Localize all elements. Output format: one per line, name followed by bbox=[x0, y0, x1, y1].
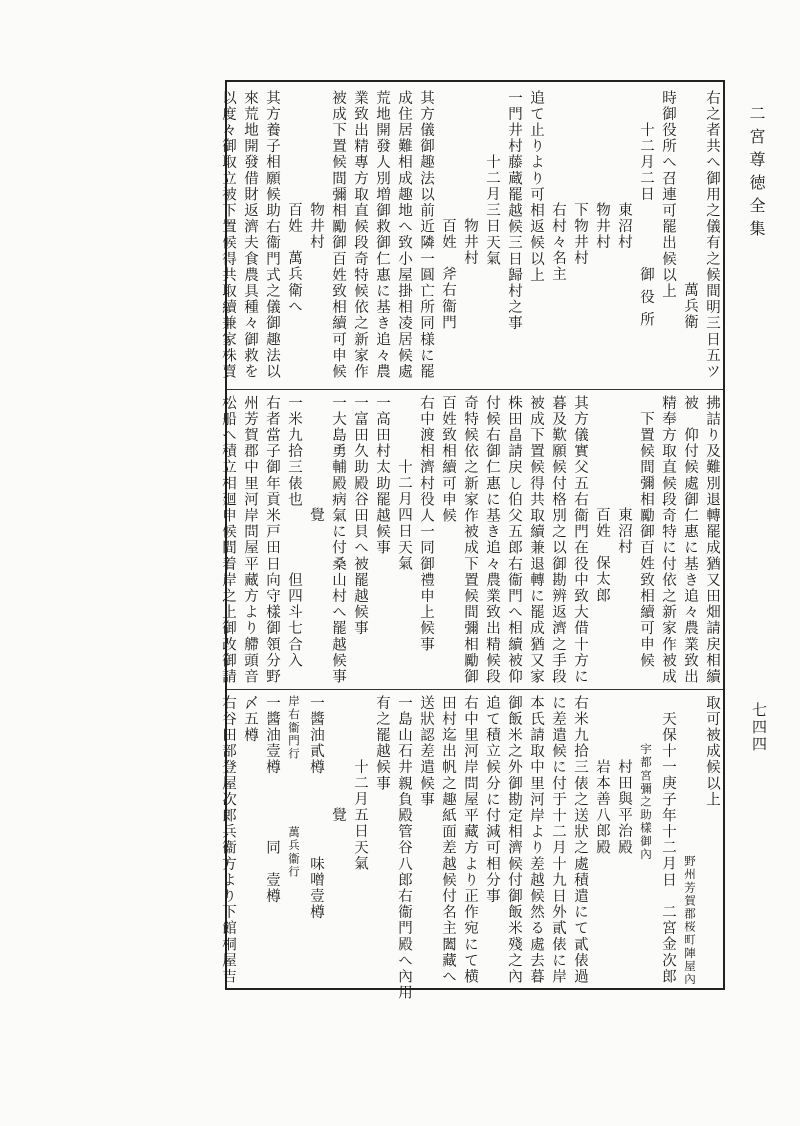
text-column: 百姓致相續可申候 bbox=[440, 395, 456, 524]
text-column: 一醬油貳樽 味噌壹樽 bbox=[308, 695, 324, 921]
text-section-3 bbox=[220, 695, 723, 1001]
text-column: 岩本善八郎殿 bbox=[594, 759, 610, 856]
text-column: 十二月五日天氣 bbox=[352, 759, 368, 872]
text-column: 萬兵衛 bbox=[682, 282, 698, 331]
text-column: 天保十一庚子年十二月日 二宮金次郎 bbox=[660, 711, 676, 985]
text-column: 東沼村 bbox=[616, 202, 632, 251]
text-column: 業致出精專方取直候段奇特候依之新家作 bbox=[352, 90, 368, 380]
text-column: 送狀認差遣候事 bbox=[418, 695, 434, 808]
text-column: 來荒地開發借財返濟夫食農具種々御救を bbox=[242, 90, 258, 380]
text-column: 野州芳賀郡桜町陣屋內 bbox=[683, 855, 697, 986]
text-column: 田村迄出帆之趣紙面差越候付名主闔藏へ bbox=[440, 695, 456, 985]
text-column: 取可被成候以上 bbox=[704, 695, 720, 808]
text-column: 其方養子相願候助右衞門式之儀御趣法以 bbox=[264, 90, 280, 380]
text-column: 右村々名主 bbox=[550, 202, 566, 283]
text-column: 其方儀御趣法以前近隣一圓亡所同様に罷 bbox=[418, 90, 434, 380]
text-column: 拂詰り及難別退轉罷成猶又田畑請戻相續 bbox=[704, 395, 720, 685]
text-column: 一高田村太助罷越候事 bbox=[374, 395, 390, 556]
text-column: 物井村 bbox=[308, 202, 324, 251]
text-column: 右之者共へ御用之儀有之候間明三日五ツ bbox=[704, 90, 720, 380]
book-title: 二宮尊徳全集 bbox=[747, 105, 766, 243]
text-column: 物井村 bbox=[594, 202, 610, 251]
text-column: 被 仰付候處御仁惠に基き追々農業致出 bbox=[682, 395, 698, 685]
text-column: 追て積立候分に付減可相分事 bbox=[484, 695, 500, 905]
text-column: 右米九拾三俵之送狀之處積遣にて貳俵過 bbox=[572, 695, 588, 985]
text-column: 〆五樽 bbox=[242, 695, 258, 744]
text-column: 追て止りより可相返候以上 bbox=[528, 90, 544, 284]
text-section-2 bbox=[220, 395, 723, 685]
text-column: 宇都宮彌之助樣御內 bbox=[639, 743, 653, 861]
text-column: 御飯米之外御勘定相濟候付御飯米殘之內 bbox=[506, 695, 522, 985]
text-column: 一醬油壹樽 同 壹樽 bbox=[264, 695, 280, 905]
text-column: 成住居難相成趣地へ致小屋掛相凌居候處 bbox=[396, 90, 412, 380]
text-section-1 bbox=[220, 90, 723, 380]
text-column: 付候右御仁惠に基き追々農業致出精候段 bbox=[484, 395, 500, 685]
text-column: 以度々御取立被下置候得共取續兼家株賣 bbox=[220, 90, 236, 380]
text-column: 一米九拾三俵也 但四斗七合入 bbox=[286, 395, 302, 669]
section-divider bbox=[227, 389, 723, 390]
text-column: 十二月二日 御 役 所 bbox=[638, 122, 654, 328]
text-frame bbox=[220, 80, 725, 1001]
text-column: 右中里河岸問屋平藏方より正作宛にて横 bbox=[462, 695, 478, 985]
text-column: 百姓 保太郎 bbox=[594, 507, 610, 604]
text-column: 十二月四日天氣 bbox=[396, 459, 412, 572]
text-column: に差遣候に付于十二月十九日外貳俵に岸 bbox=[550, 695, 566, 985]
text-column: 百姓 萬兵衛へ bbox=[286, 202, 302, 315]
text-column: 被成下置候間彌相勵御百姓致相續可申候 bbox=[330, 90, 346, 380]
text-column: 覺 bbox=[330, 807, 346, 824]
text-column: 州芳賀郡中里河岸問屋平藏方より艜頭音 bbox=[242, 395, 258, 685]
text-column: 奇特候依之新家作被成下置候間彌相勵御 bbox=[462, 395, 478, 685]
text-column: 岸右衞門行 萬兵衞行 bbox=[287, 695, 301, 879]
text-column: 暮及歎願候付格別之以御勘辨返濟之手段 bbox=[550, 395, 566, 685]
text-column: 一門井村藤蔵罷越候三日歸村之事 bbox=[506, 90, 522, 332]
text-column: 本氏請取中里河岸より差越候然る處去暮 bbox=[528, 695, 544, 985]
text-column: 右谷田部登屋次郎兵衞方より下館桐屋吉 bbox=[220, 695, 236, 985]
text-column: 下物井村 bbox=[572, 202, 588, 267]
text-column: 時御役所へ召連可罷出候以上 bbox=[660, 90, 676, 300]
text-column: 十二月三日天氣 bbox=[484, 154, 500, 267]
text-column: 百姓 斧右衞門 bbox=[440, 218, 456, 331]
text-column: 荒地開發人別増御救御仁惠に基き追々農 bbox=[374, 90, 390, 380]
text-column: 一富田久助殿谷田貝へ被罷越候事 bbox=[352, 395, 368, 637]
text-column: 下置候間彌相勵御百姓致相續可申候 bbox=[638, 411, 654, 669]
text-column: 被成下置候得共取續兼退轉に罷成猶又家 bbox=[528, 395, 544, 685]
text-column: 株田畠請戻し伯父五郎右衞門へ相續被仰 bbox=[506, 395, 522, 685]
text-column: 其方儀實父五右衞門在役中致大借十方に bbox=[572, 395, 588, 685]
text-column: 覺 bbox=[308, 507, 324, 524]
page-number: 七四四 bbox=[750, 702, 768, 753]
text-column: 松船へ積立相廻申候間着岸之上御改御請 bbox=[220, 395, 236, 685]
text-column: 一島山石井親負殿管谷八郎右衞門殿へ內用 bbox=[396, 695, 412, 1001]
text-column: 村田與平治殿 bbox=[616, 759, 632, 856]
text-column: 有之罷越候事 bbox=[374, 695, 390, 792]
section-divider bbox=[227, 689, 723, 690]
text-column: 東沼村 bbox=[616, 507, 632, 556]
text-column: 一大島勇輔殿病氣に付桑山村へ罷越候事 bbox=[330, 395, 346, 685]
text-column: 右中渡相濟村役人一同御禮申上候事 bbox=[418, 395, 434, 653]
text-column: 物井村 bbox=[462, 218, 478, 267]
text-column: 右者當子御年貢米戸田日向守樣御領分野 bbox=[264, 395, 280, 685]
text-column: 精奉方取直候段奇特に付依之新家作被成 bbox=[660, 395, 676, 685]
